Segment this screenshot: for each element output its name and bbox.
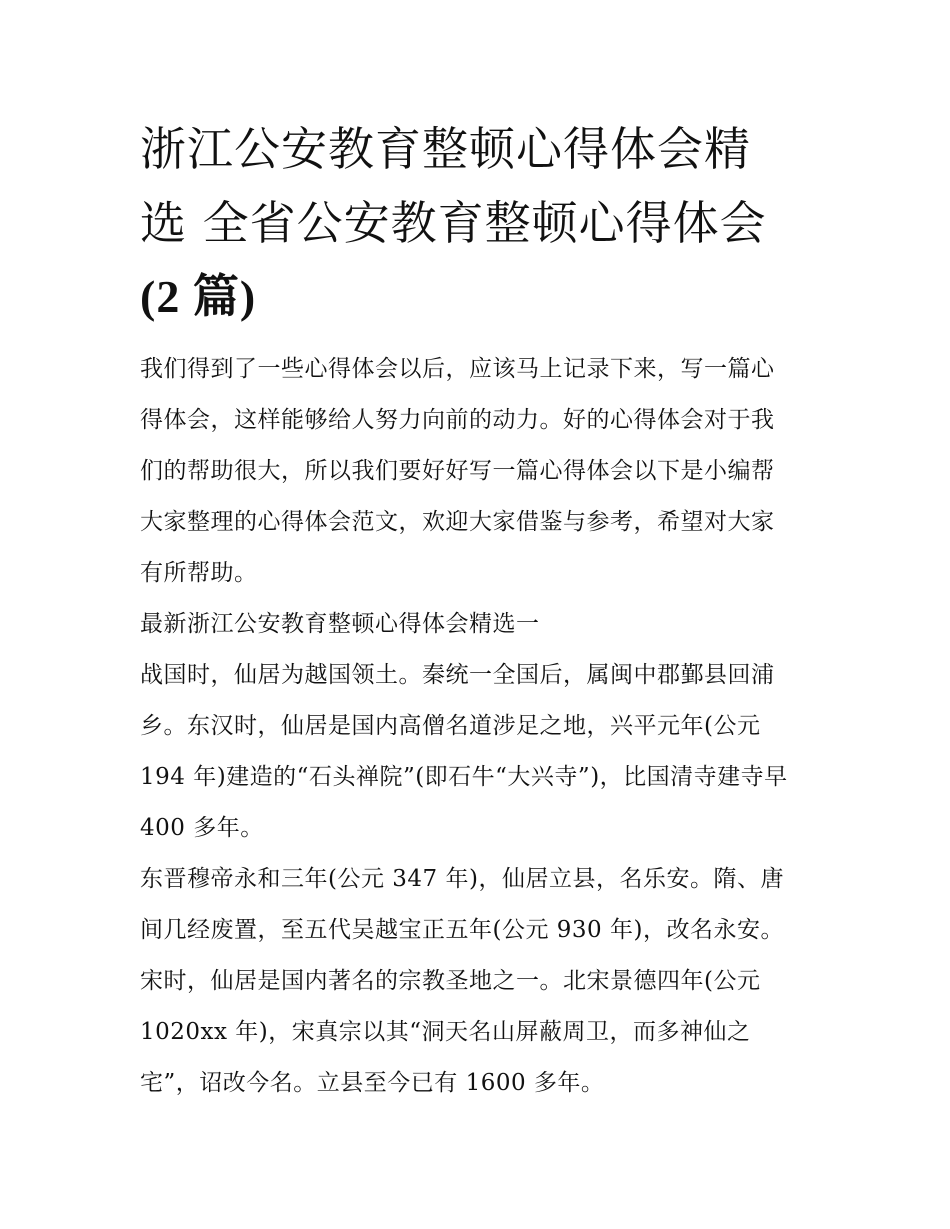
text-line: 乡。东汉时，仙居是国内高僧名道涉足之地，兴平元年(公元 [140,713,761,739]
text-line: 得体会，这样能够给人努力向前的动力。好的心得体会对于我 [140,407,775,433]
document-page [140,112,812,1109]
text-line: 大家整理的心得体会范文，欢迎大家借鉴与参考，希望对大家 [140,509,775,535]
text-line: 400 多年。 [140,815,264,841]
text-line: 宅”，诏改今名。立县至今已有 1600 多年。 [140,1070,605,1096]
text-line: 有所帮助。 [140,560,258,586]
title-line: 选 全省公安教育整顿心得体会 [140,196,767,250]
text-line: 我们得到了一些心得体会以后，应该马上记录下来，写一篇心 [140,356,775,382]
history-paragraph-2 [140,854,812,1109]
text-line: 东晋穆帝永和三年(公元 347 年)，仙居立县，名乐安。隋、唐 [140,866,784,892]
text-line: 间几经废置，至五代吴越宝正五年(公元 930 年)，改名永安。 [140,917,784,943]
title-line: 浙江公安教育整顿心得体会精 [140,122,751,176]
text-line: 宋时，仙居是国内著名的宗教圣地之一。北宋景德四年(公元 [140,968,761,994]
text-line: 194 年)建造的“石头禅院”(即石牛“大兴寺”)，比国清寺建寺早 [140,764,788,790]
section-heading: 最新浙江公安教育整顿心得体会精选一 [140,611,540,637]
text-line: 战国时，仙居为越国领土。秦统一全国后，属闽中郡鄞县回浦 [140,662,775,688]
document-title [140,112,812,334]
intro-paragraph [140,344,812,599]
text-line: 们的帮助很大，所以我们要好好写一篇心得体会以下是小编帮 [140,458,775,484]
text-line: 1020xx 年)，宋真宗以其“洞天名山屏蔽周卫，而多神仙之 [140,1019,751,1045]
title-line: (2 篇) [140,271,257,322]
history-paragraph-1 [140,650,812,854]
